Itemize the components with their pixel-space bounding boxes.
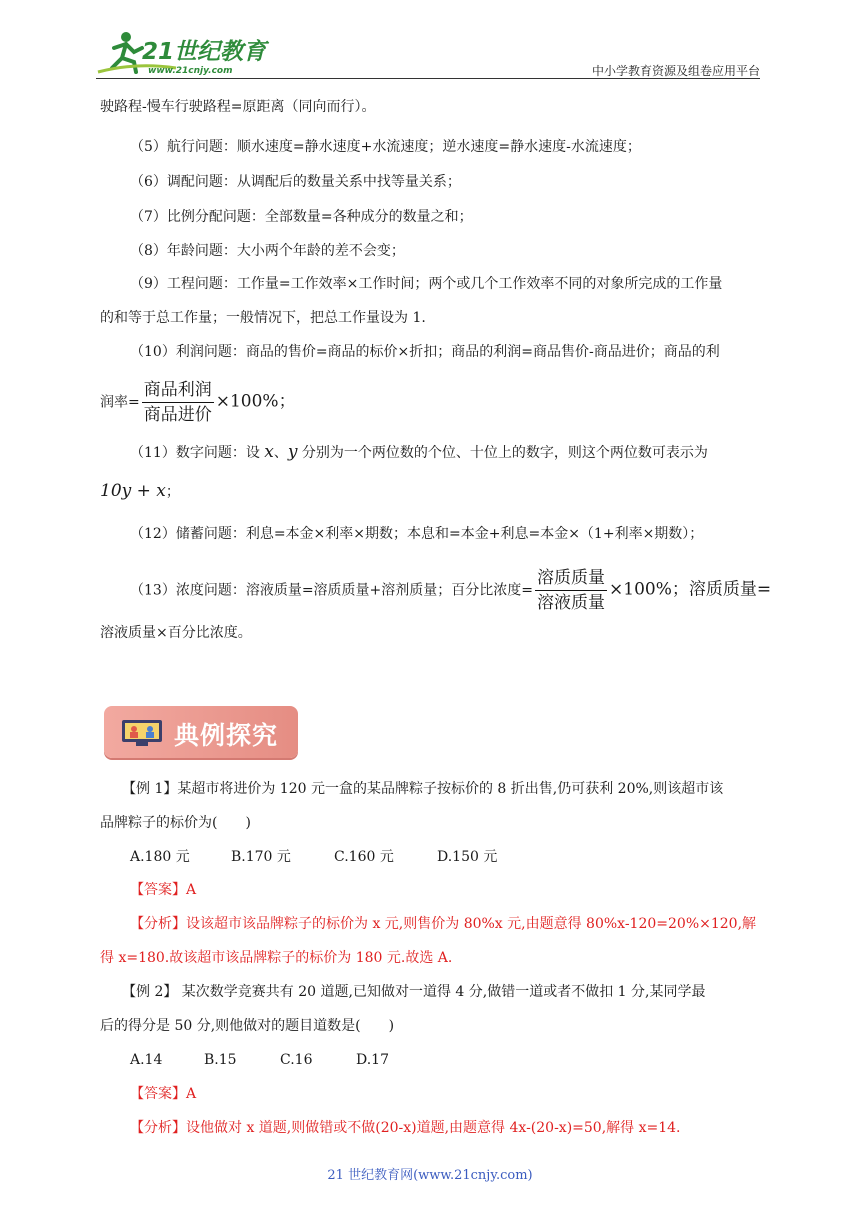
section-banner bbox=[104, 706, 298, 758]
item-5: （5）航行问题：顺水速度=静水速度+水流速度；逆水速度=静水速度-水流速度； bbox=[130, 139, 641, 155]
item-13-prefix: （13）浓度问题：溶液质量=溶质质量+溶剂质量；百分比浓度= bbox=[130, 582, 534, 599]
header-divider bbox=[96, 78, 760, 79]
item-6: （6）调配问题：从调配后的数量关系中找等量关系； bbox=[130, 174, 461, 190]
example-1-option-a: A.180 元 bbox=[130, 849, 190, 865]
example-2-analysis: 【分析】设他做对 x 道题,则做错或不做(20-x)道题,由题意得 4x-(20-x)=50,解得 x=14. bbox=[130, 1120, 681, 1136]
item-11-rest: 分别为一个两位数的个位、十位上的数字，则这个两位数可表示为 bbox=[297, 445, 708, 461]
item-12: （12）储蓄问题：利息=本金×利率×期数；本息和=本金+利息=本金×（1+利率×期数）； bbox=[130, 526, 704, 542]
example-2-line2: 后的得分是 50 分,则他做对的题目道数是( ) bbox=[100, 1018, 395, 1034]
item-9-line1: （9）工程问题：工作量=工作效率×工作时间；两个或几个工作效率不同的对象所完成的工作量 bbox=[130, 276, 723, 292]
item-11-line2 bbox=[100, 480, 180, 503]
classroom-icon bbox=[122, 720, 162, 746]
fraction-numerator: 溶质质量 bbox=[535, 566, 607, 591]
item-11-end: ； bbox=[165, 484, 180, 500]
percent-suffix: ×100%； bbox=[215, 391, 296, 412]
example-2-option-c: C.16 bbox=[280, 1052, 313, 1068]
example-2-answer: 【答案】A bbox=[130, 1086, 197, 1102]
example-2-line1: 【例 2】 某次数学竞赛共有 20 道题,已知做对一道得 4 分,做错一道或者不做扣 1 分,某同学最 bbox=[122, 984, 706, 1000]
item-13-line1 bbox=[100, 566, 771, 615]
item-11-prefix: （11）数字问题：设 bbox=[130, 445, 265, 461]
svg-text:www.21cnjy.com: www.21cnjy.com bbox=[148, 66, 233, 76]
svg-text:21世纪教育: 21世纪教育 bbox=[142, 39, 267, 65]
two-digit-expression: 10y + x bbox=[100, 481, 166, 501]
item-9-line2: 的和等于总工作量；一般情况下，把总工作量设为 1. bbox=[100, 310, 426, 326]
example-1-line2: 品牌粽子的标价为( ) bbox=[100, 815, 251, 831]
page-header bbox=[96, 28, 760, 80]
item-10-line2 bbox=[100, 378, 296, 427]
page-footer: 21 世纪教育网(www.21cnjy.com) bbox=[327, 1168, 533, 1183]
example-1-line1: 【例 1】某超市将进价为 120 元一盒的某品牌粽子按标价的 8 折出售,仍可获利 20%,则该超市该 bbox=[122, 781, 724, 797]
var-x: x bbox=[264, 442, 274, 462]
item-8: （8）年龄问题：大小两个年龄的差不会变； bbox=[130, 243, 405, 259]
item-13-suffix: ×100%；溶质质量= bbox=[609, 579, 772, 600]
item-10-line1: （10）利润问题：商品的售价=商品的标价×折扣；商品的利润=商品售价-商品进价；商品的利 bbox=[130, 344, 720, 360]
fraction-denominator: 商品进价 bbox=[143, 405, 212, 425]
item-7: （7）比例分配问题：全部数量=各种成分的数量之和； bbox=[130, 209, 473, 225]
example-1-option-d: D.150 元 bbox=[437, 849, 498, 865]
text-line: 驶路程-慢车行驶路程=原距离（同向而行）。 bbox=[100, 99, 376, 115]
profit-fraction bbox=[142, 378, 214, 427]
var-y: y bbox=[287, 442, 298, 462]
example-1-answer: 【答案】A bbox=[130, 882, 197, 898]
fraction-numerator: 商品利润 bbox=[142, 378, 214, 403]
example-1-option-b: B.170 元 bbox=[231, 849, 291, 865]
item-13-line2: 溶液质量×百分比浓度。 bbox=[100, 625, 252, 641]
example-1-option-c: C.160 元 bbox=[334, 849, 394, 865]
profit-rate-label: 润率= bbox=[100, 394, 140, 411]
example-1-analysis-line1: 【分析】设该超市该品牌粽子的标价为 x 元,则售价为 80%x 元,由题意得 80%x-120=20%×120,解 bbox=[130, 916, 757, 932]
item-11-sep: 、 bbox=[273, 445, 288, 461]
example-2-option-a: A.14 bbox=[130, 1052, 163, 1068]
example-2-option-d: D.17 bbox=[356, 1052, 389, 1068]
concentration-fraction bbox=[535, 566, 607, 615]
example-2-option-b: B.15 bbox=[204, 1052, 237, 1068]
logo-icon bbox=[96, 28, 276, 78]
fraction-denominator: 溶液质量 bbox=[537, 593, 606, 613]
section-title: 典例探究 bbox=[174, 721, 279, 750]
item-11-line1 bbox=[100, 441, 708, 464]
example-1-analysis-line2: 得 x=180.故该超市该品牌粽子的标价为 180 元.故选 A. bbox=[100, 950, 453, 966]
header-platform-text: 中小学教育资源及组卷应用平台 bbox=[591, 64, 760, 78]
